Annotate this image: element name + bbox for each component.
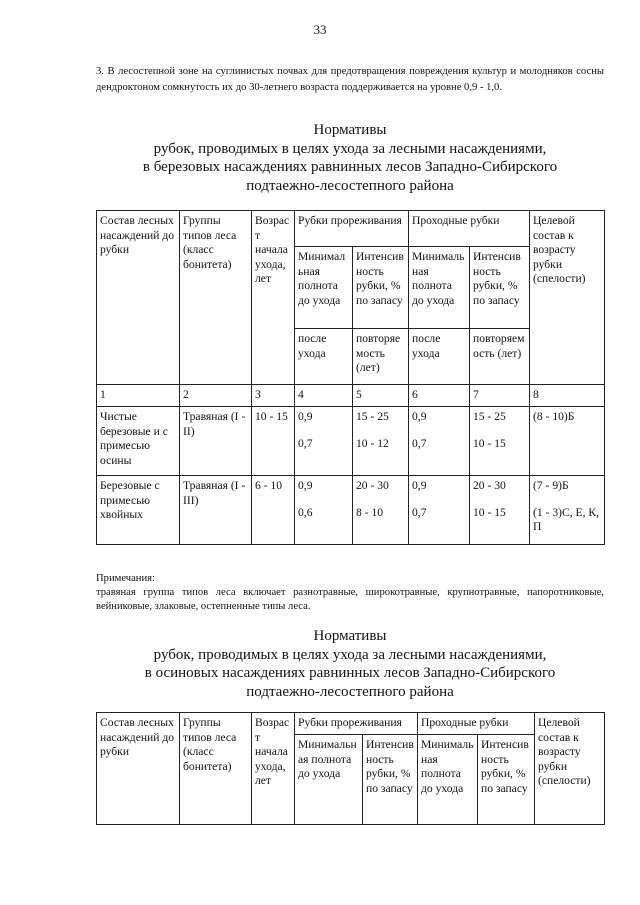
header-start-age: Возраст начала ухода, лет bbox=[252, 211, 295, 385]
aspen-norms-table bbox=[96, 712, 605, 825]
header-after-2: после ухода bbox=[409, 329, 470, 385]
header-min-density-2: Минимальная полнота до ухода bbox=[418, 735, 478, 825]
thin-density: 0,9 bbox=[298, 410, 313, 423]
table1-heading bbox=[80, 121, 620, 195]
cell-target bbox=[530, 476, 605, 545]
cell-thin-density bbox=[295, 476, 353, 545]
cell-pass-intensity bbox=[470, 476, 530, 545]
cell-pass-intensity bbox=[470, 407, 530, 476]
col-number: 1 bbox=[97, 385, 180, 407]
heading-line: подтаежно-лесостепного района bbox=[246, 683, 454, 700]
heading-line: рубок, проводимых в целях ухода за лесными насаждениями, bbox=[153, 646, 547, 663]
intro-paragraph: 3. В лесостепной зоне на суглинистых почвах для предотвращения повреждения культур и молодняков сосны дендроктоном сомкнутость их до 30-летнего возраста поддерживается на уровне 0,9 - 1,0. bbox=[96, 66, 604, 93]
cell-composition: Чистые березовые и с примесью осины bbox=[97, 407, 180, 476]
table-row bbox=[97, 476, 605, 545]
table-row bbox=[97, 407, 605, 476]
col-number: 3 bbox=[252, 385, 295, 407]
pass-density-after: 0,7 bbox=[412, 436, 427, 450]
heading-line: в осиновых насаждениях равнинных лесов Западно-Сибирского bbox=[144, 665, 556, 681]
header-min-density-2: Минимальная полнота до ухода bbox=[409, 247, 470, 329]
pass-repeat: 10 - 15 bbox=[473, 505, 506, 519]
header-target: Целевой состав к возрасту рубки (спелости) bbox=[535, 713, 605, 825]
header-intensity-2: Интенсивность рубки, % по запасу bbox=[470, 247, 530, 329]
header-composition: Состав лесных насаждений до рубки bbox=[97, 211, 180, 385]
col-number: 5 bbox=[353, 385, 409, 407]
target: (7 - 9)Б bbox=[533, 479, 569, 492]
thin-density: 0,9 bbox=[298, 479, 313, 492]
heading-line: в березовых насаждениях равнинных лесов Западно-Сибирского bbox=[142, 159, 558, 175]
header-repeat-2: повторяемость (лет) bbox=[470, 329, 530, 385]
header-intensity: Интенсивность рубки, % по запасу bbox=[363, 735, 418, 825]
cell-forest-type: Травяная (I - II) bbox=[180, 407, 252, 476]
cell-pass-density bbox=[409, 476, 470, 545]
header-after: после ухода bbox=[295, 329, 353, 385]
pass-density: 0,9 bbox=[412, 479, 427, 492]
pass-density-after: 0,7 bbox=[412, 505, 427, 519]
header-passage: Проходные рубки bbox=[409, 211, 530, 247]
cell-thin-density bbox=[295, 407, 353, 476]
column-numbers-row bbox=[97, 385, 605, 407]
pass-repeat: 10 - 15 bbox=[473, 436, 506, 450]
thin-density-after: 0,7 bbox=[298, 436, 313, 450]
col-number: 4 bbox=[295, 385, 353, 407]
header-repeat: повторяемость (лет) bbox=[353, 329, 409, 385]
header-passage: Проходные рубки bbox=[418, 713, 535, 735]
pass-intensity: 15 - 25 bbox=[473, 410, 506, 423]
col-number: 7 bbox=[470, 385, 530, 407]
pass-intensity: 20 - 30 bbox=[473, 479, 506, 492]
target: (8 - 10)Б bbox=[533, 410, 575, 423]
heading-line: Нормативы bbox=[313, 122, 387, 138]
cell-thin-intensity bbox=[353, 407, 409, 476]
cell-pass-density bbox=[409, 407, 470, 476]
cell-forest-type: Травяная (I - III) bbox=[180, 476, 252, 545]
page-number: 33 bbox=[313, 22, 327, 37]
notes-text: травяная группа типов леса включает разнотравные, широкотравные, крупнотравные, папоротниковые, вейниковые, злаковые, остепненные типы леса. bbox=[96, 587, 604, 612]
header-target: Целевой состав к возрасту рубки (спелости) bbox=[530, 211, 605, 385]
birch-norms-table bbox=[96, 210, 605, 545]
col-number: 8 bbox=[530, 385, 605, 407]
notes-title: Примечания: bbox=[96, 573, 155, 584]
cell-age: 6 - 10 bbox=[252, 476, 295, 545]
col-number: 6 bbox=[409, 385, 470, 407]
thin-intensity: 15 - 25 bbox=[356, 410, 389, 423]
header-min-density: Минимальная полнота до ухода bbox=[295, 735, 363, 825]
notes bbox=[96, 572, 604, 614]
pass-density: 0,9 bbox=[412, 410, 427, 423]
thin-repeat: 8 - 10 bbox=[356, 505, 384, 519]
heading-line: подтаежно-лесостепного района bbox=[246, 177, 454, 194]
header-forest-types: Группы типов леса (класс бонитета) bbox=[180, 211, 252, 385]
header-start-age: Возраст начала ухода, лет bbox=[252, 713, 295, 825]
header-intensity: Интенсивность рубки, % по запасу bbox=[353, 247, 409, 329]
heading-line: рубок, проводимых в целях ухода за лесными насаждениями, bbox=[153, 140, 547, 157]
header-thinning: Рубки прореживания bbox=[295, 211, 409, 247]
header-min-density: Минимальная полнота до ухода bbox=[295, 247, 353, 329]
thin-intensity: 20 - 30 bbox=[356, 479, 389, 492]
cell-thin-intensity bbox=[353, 476, 409, 545]
heading-line: Нормативы bbox=[313, 628, 387, 644]
table2-heading bbox=[80, 627, 620, 701]
thin-density-after: 0,6 bbox=[298, 505, 313, 519]
cell-composition: Березовые с примесью хвойных bbox=[97, 476, 180, 545]
thin-repeat: 10 - 12 bbox=[356, 436, 389, 450]
cell-target bbox=[530, 407, 605, 476]
header-composition: Состав лесных насаждений до рубки bbox=[97, 713, 180, 825]
target-secondary: (1 - 3)С, Е, К, П bbox=[533, 505, 600, 533]
col-number: 2 bbox=[180, 385, 252, 407]
cell-age: 10 - 15 bbox=[252, 407, 295, 476]
header-thinning: Рубки прореживания bbox=[295, 713, 418, 735]
header-forest-types: Группы типов леса (класс бонитета) bbox=[180, 713, 252, 825]
header-intensity-2: Интенсивность рубки, % по запасу bbox=[478, 735, 535, 825]
